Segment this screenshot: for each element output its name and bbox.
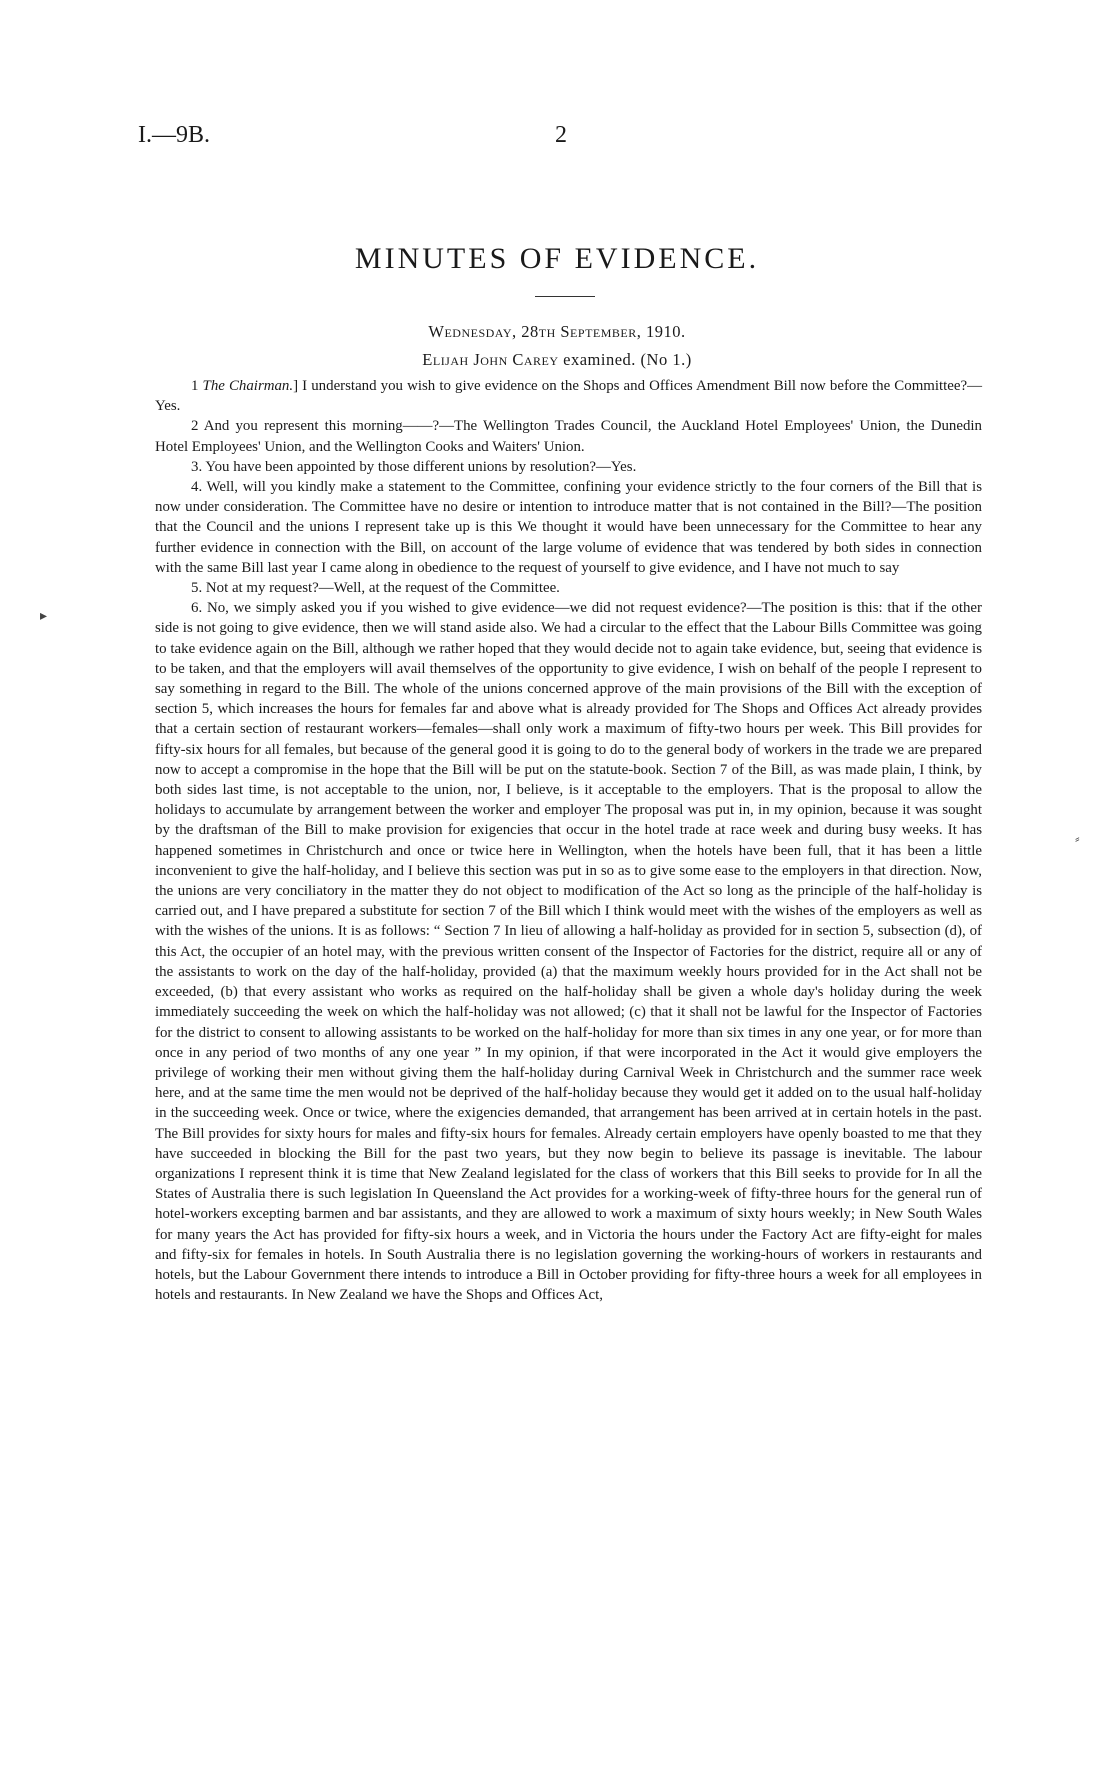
margin-mark: ⸗ bbox=[1075, 832, 1080, 847]
question-paragraph-5: 5. Not at my request?—Well, at the request of the Committee. bbox=[191, 580, 560, 597]
date-line: Wednesday, 28th September, 1910. bbox=[428, 322, 686, 341]
evidence-body bbox=[155, 376, 982, 1305]
document-reference: I.—9B. bbox=[138, 122, 210, 148]
witness-line bbox=[0, 350, 1114, 370]
question-paragraph-3: 3. You have been appointed by those different unions by resolution?—Yes. bbox=[191, 458, 637, 475]
question-number: 1 bbox=[191, 378, 203, 394]
question-paragraph-1 bbox=[155, 376, 982, 416]
question-paragraph-4: 4. Well, will you kindly make a statement to the Committee, confining your evidence strictly to the four corners of the Bill that is now under consideration. The Committee have no desire or intention to introduce matter that is not contained in the Bill?—The position that the Council and the unions I represent take up is this We thought it would have been unnecessary for the Committee to hear any further evidence in connection with the Bill, on account of the large volume of evidence that was tendered by both sides in connection with the same Bill last year I came along in obedience to the request of yourself to give evidence, and I have not much to say bbox=[155, 479, 982, 576]
title-divider bbox=[535, 296, 595, 297]
paragraph-text: ] I understand you wish to give evidence on the Shops and Offices Amendment Bill now before the Committee?—Yes. bbox=[155, 378, 982, 415]
witness-examined: examined. (No 1.) bbox=[558, 350, 692, 369]
margin-mark: ▸ bbox=[40, 609, 48, 624]
page-number: 2 bbox=[555, 122, 567, 148]
page-title: MINUTES OF EVIDENCE. bbox=[354, 242, 760, 275]
speaker-name: The Chairman. bbox=[202, 378, 294, 394]
question-paragraph-2: 2 And you represent this morning——?—The Wellington Trades Council, the Auckland Hotel Employees' Union, the Dunedin Hotel Employees' Union, and the Wellington Cooks and Waiters' Union. bbox=[155, 418, 982, 455]
question-paragraph-6: 6. No, we simply asked you if you wished to give evidence—we did not request evidence?—The position is this: that if the other side is not going to give evidence, then we will stand aside also. We had a circular to the effect that the Labour Bills Committee was going to take evidence again on the Bill, although we rather hoped that they would decide not to again take evidence, but, seeing that evidence is to be taken, and that the employers will avail themselves of the opportunity to give evidence, I wish on behalf of the people I represent to say something in regard to the Bill. The whole of the unions concerned approve of the main provisions of the Bill with the exception of section 5, which increases the hours for females far and above what is already provided for The Shops and Offices Act already provides that a certain section of restaurant workers—females—shall only work a maximum of fifty-two hours per week. This Bill provides for fifty-six hours for all females, but because of the general good it is going to do to the general body of workers in the trade we are prepared now to accept a compromise in the hope that the Bill will be put on the statute-book. Section 7 of the Bill, as was made plain, I think, by both sides last time, is not acceptable to the union, nor, I believe, is it acceptable to the employers. That is the proposal to allow the holidays to accumulate by arrangement between the worker and employer The proposal was put in, in my opinion, because it was sought by the draftsman of the Bill to make provision for exigencies that occur in the hotel trade at race week and during busy weeks. It has happened sometimes in Christchurch and once or twice here in Wellington, when the hotels have been full, that it has been a little inconvenient to give the half-holiday, and I believe this section was put in so as to give some ease to the employers in that direction. Now, the unions are very conciliatory in the matter they do not object to modification of the Act so long as the principle of the half-holiday is carried out, and I have prepared a substitute for section 7 of the Bill which I think would meet with the wishes of the employers as well as with the wishes of the unions. It is as follows: “ Section 7 In lieu of allowing a half-holiday as provided for in section 5, subsection (d), of this Act, the occupier of an hotel may, with the previous written consent of the Inspector of Factories for the district, require all or any of the assistants to work on the day of the half-holiday, provided (a) that the maximum weekly hours provided for in the Act shall not be exceeded, (b) that every assistant who works as required on the half-holiday shall be given a whole day's holiday during the week immediately succeeding the week on which the half-holiday was not allowed; (c) that it shall not be lawful for the Inspector of Factories for the district to consent to allowing assistants to be worked on the half-holiday for more than six times in any one year, or for more than once in any period of two months of any one year ” In my opinion, if that were incorporated in the Act it would give employers the privilege of working their men without giving them the half-holiday during Carnival Week in Christchurch and the summer race week here, and at the same time the men would not be deprived of the half-holiday because they would get it added on to the usual half-holiday in the succeeding week. Once or twice, where the exigencies demanded, that arrangement has been arrived at in certain hotels in the past. The Bill provides for sixty hours for males and fifty-six hours for females. Already certain employers have openly boasted to me that they have succeeded in blocking the Bill for the past two years, but they now begin to believe its passage is inevitable. The labour organizations I represent think it is time that New Zealand legislated for the class of workers that this Bill seeks to provide for In all the States of Australia there is such legislation In Queensland the Act provides for a working-week of fifty-three hours for the general run of hotel-workers excepting barmen and bar assistants, and they are allowed to work a maximum of sixty hours weekly; in New South Wales for many years the Act has provided for fifty-six hours a week, and in Victoria the hours under the Factory Act are fifty-eight for males and fifty-six for females in hotels. In South Australia there is no legislation governing the working-hours of workers in restaurants and hotels, but the Labour Government there intends to introduce a Bill in October providing for fifty-three hours a week for all employees in hotels and restaurants. In New Zealand we have the Shops and Offices Act, bbox=[155, 600, 982, 1304]
witness-name: Elijah John Carey bbox=[422, 350, 559, 369]
